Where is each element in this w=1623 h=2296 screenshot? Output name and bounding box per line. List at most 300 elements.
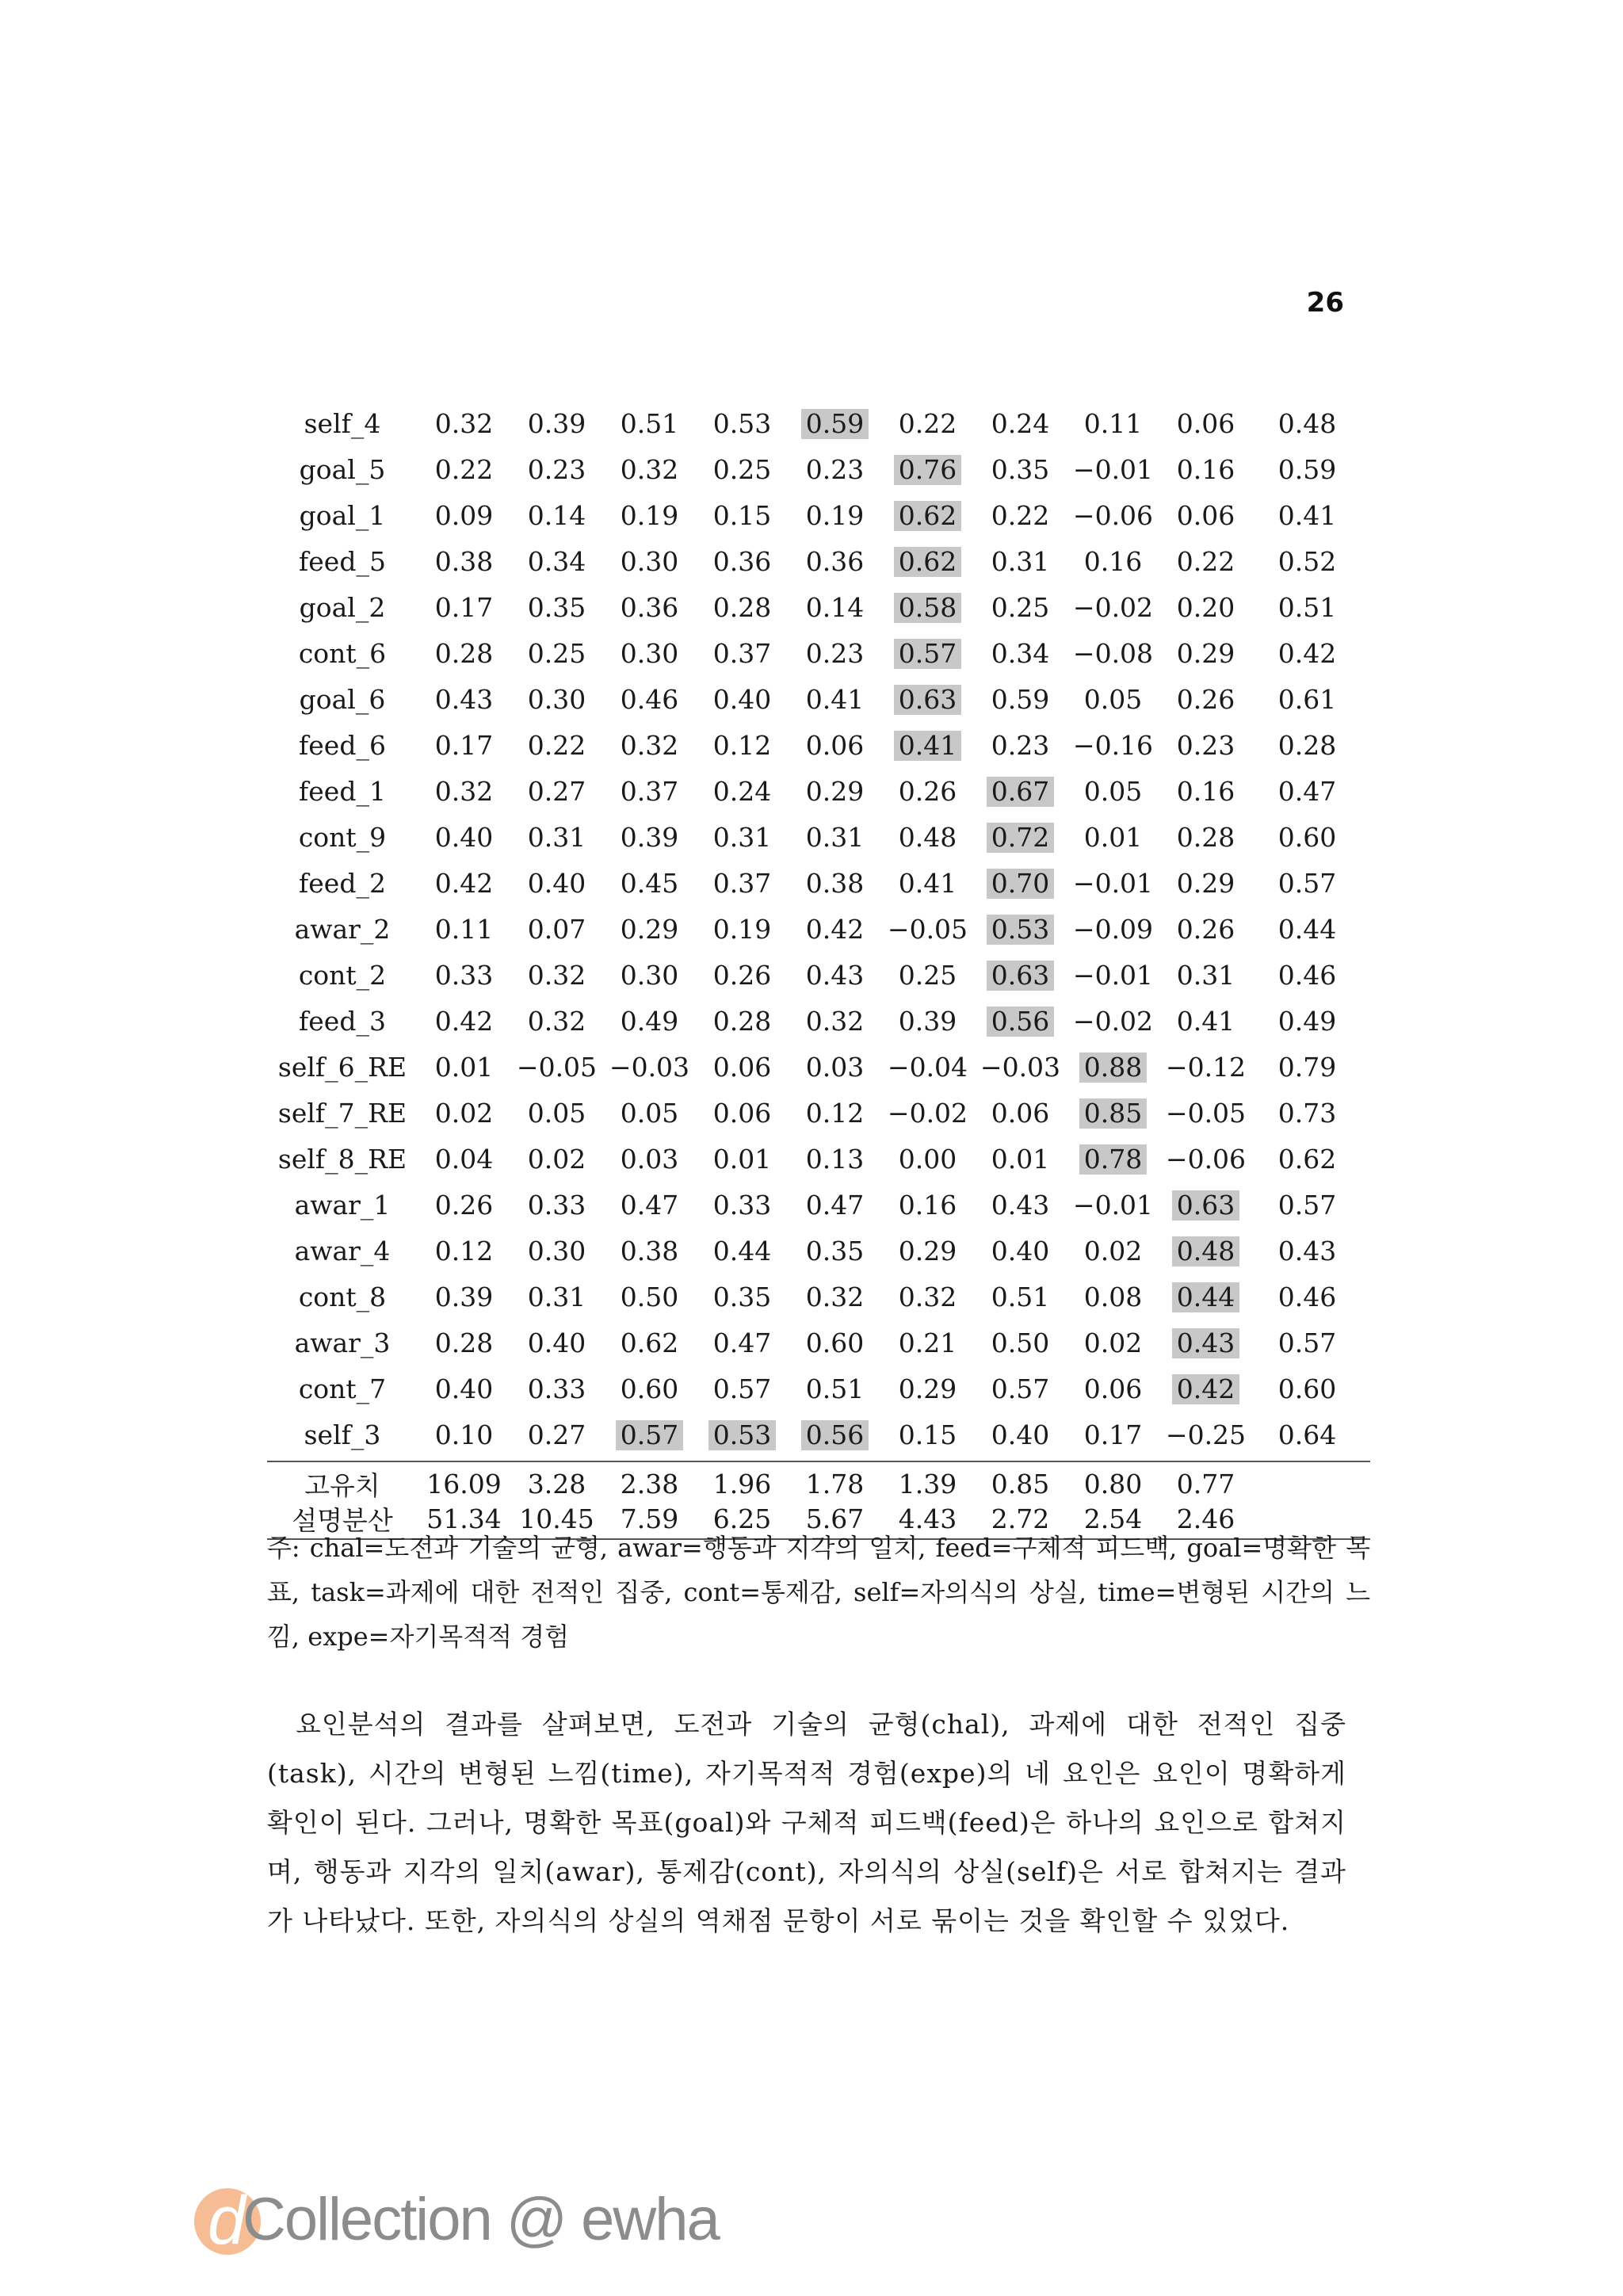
table-cell — [881, 500, 974, 531]
row-label: goal_1 — [299, 499, 386, 531]
row-label: 고유치 — [304, 1470, 380, 1501]
table-cell — [696, 1052, 789, 1083]
cell-value: 0.51 — [991, 1281, 1050, 1312]
table-cell — [696, 1006, 789, 1037]
table-cell — [974, 638, 1067, 669]
cell-value: 0.57 — [616, 1420, 683, 1450]
cell-value: 0.43 — [1277, 1235, 1337, 1266]
cell-value: 0.16 — [898, 1189, 957, 1221]
table-cell — [1159, 1052, 1252, 1083]
table-cell — [603, 1469, 696, 1499]
cell-value: 16.09 — [426, 1469, 502, 1499]
cell-value: 0.47 — [805, 1189, 865, 1221]
cell-value: 0.31 — [712, 821, 772, 853]
row-label: awar_3 — [294, 1327, 391, 1358]
table-cell — [881, 1052, 974, 1083]
cell-value: 0.35 — [527, 591, 586, 623]
table-cell — [603, 684, 696, 715]
cell-value: 0.13 — [805, 1143, 865, 1175]
table-cell — [1159, 1144, 1252, 1175]
cell-value: 0.32 — [898, 1281, 957, 1312]
table-cell — [1067, 454, 1159, 485]
cell-value: 0.02 — [1083, 1327, 1143, 1358]
cell-value: 0.24 — [712, 775, 772, 807]
table-cell — [603, 1419, 696, 1450]
table-cell — [603, 408, 696, 439]
cell-value: 0.19 — [805, 499, 865, 531]
cell-value: 0.47 — [620, 1189, 679, 1221]
cell-value: 0.30 — [620, 545, 679, 577]
table-cell — [1252, 1328, 1362, 1358]
cell-value: 0.12 — [712, 729, 772, 761]
table-cell — [1067, 914, 1159, 945]
cell-value: 0.11 — [1083, 407, 1143, 439]
cell-value: 0.31 — [1176, 959, 1235, 991]
table-cell — [789, 776, 881, 807]
cell-value: 0.32 — [805, 1281, 865, 1312]
table-cell — [510, 730, 603, 761]
table-cell — [1159, 1236, 1252, 1266]
table-cell — [1067, 1052, 1159, 1083]
cell-value: 0.12 — [805, 1097, 865, 1129]
table-cell — [881, 1469, 974, 1499]
table-cell — [510, 1190, 603, 1221]
cell-value: 0.32 — [620, 729, 679, 761]
table-cell — [418, 684, 510, 715]
table-cell — [789, 960, 881, 991]
cell-value: 0.22 — [434, 453, 494, 485]
row-label: self_3 — [304, 1419, 381, 1450]
cell-value: 0.04 — [434, 1143, 494, 1175]
table-row — [267, 768, 1370, 814]
table-cell — [1159, 730, 1252, 761]
table-cell — [510, 638, 603, 669]
table-cell — [789, 408, 881, 439]
cell-value: 7.59 — [620, 1503, 679, 1534]
cell-value: 0.43 — [1172, 1328, 1239, 1358]
cell-value: 0.30 — [620, 637, 679, 669]
cell-value: 0.40 — [712, 683, 772, 715]
table-cell — [418, 408, 510, 439]
cell-value: 0.53 — [987, 915, 1054, 945]
table-cell — [881, 914, 974, 945]
table-cell — [974, 960, 1067, 991]
cell-value: 0.38 — [434, 545, 494, 577]
cell-value: 0.17 — [434, 729, 494, 761]
cell-value: 0.31 — [527, 1281, 586, 1312]
cell-value: 0.42 — [805, 913, 865, 945]
table-cell — [881, 1006, 974, 1037]
row-label: awar_4 — [294, 1235, 391, 1266]
table-row — [267, 676, 1370, 722]
table-cell — [510, 1328, 603, 1358]
cell-value: 0.31 — [991, 545, 1050, 577]
table-cell — [603, 730, 696, 761]
table-row — [267, 1090, 1370, 1136]
table-cell — [1067, 868, 1159, 899]
table-cell — [1252, 1282, 1362, 1312]
cell-value: 1.78 — [805, 1469, 865, 1499]
table-row — [267, 1412, 1370, 1457]
table-cell — [974, 500, 1067, 531]
table-cell — [1252, 1469, 1362, 1499]
table-cell — [789, 1006, 881, 1037]
cell-value: 0.79 — [1277, 1051, 1337, 1083]
cell-value: 0.34 — [527, 545, 586, 577]
table-cell — [1159, 776, 1252, 807]
cell-value: 0.29 — [1176, 637, 1235, 669]
table-cell — [1159, 1006, 1252, 1037]
table-cell — [603, 592, 696, 623]
table-cell — [974, 868, 1067, 899]
table-cell — [1252, 1190, 1362, 1221]
table-cell — [603, 1006, 696, 1037]
cell-value: 0.42 — [434, 867, 494, 899]
cell-value: 0.34 — [991, 637, 1050, 669]
cell-value: 0.61 — [1277, 683, 1337, 715]
cell-value: 1.39 — [898, 1469, 957, 1499]
table-cell — [974, 1144, 1067, 1175]
table-cell — [1159, 454, 1252, 485]
table-cell — [1159, 638, 1252, 669]
table-cell — [974, 1282, 1067, 1312]
cell-value: −0.16 — [1072, 729, 1154, 761]
cell-value: 5.67 — [805, 1503, 865, 1534]
cell-value: 0.22 — [991, 499, 1050, 531]
table-cell — [1252, 1373, 1362, 1404]
table-cell — [1252, 1419, 1362, 1450]
table-cell — [1067, 1282, 1159, 1312]
cell-value: −0.01 — [1072, 959, 1154, 991]
cell-value: 0.49 — [620, 1005, 679, 1037]
cell-value: 0.17 — [434, 591, 494, 623]
table-cell — [510, 1419, 603, 1450]
cell-value: 0.62 — [894, 547, 961, 577]
table-cell — [1067, 1328, 1159, 1358]
table-cell — [696, 638, 789, 669]
table-cell — [974, 454, 1067, 485]
table-cell — [1067, 776, 1159, 807]
cell-value: 0.36 — [620, 591, 679, 623]
cell-value: 0.35 — [991, 453, 1050, 485]
table-cell — [1252, 776, 1362, 807]
table-cell — [974, 1419, 1067, 1450]
table-cell — [603, 1236, 696, 1266]
cell-value: 0.14 — [805, 591, 865, 623]
table-cell — [418, 730, 510, 761]
cell-value: 0.36 — [712, 545, 772, 577]
cell-value: 0.29 — [620, 913, 679, 945]
row-label: feed_1 — [299, 775, 386, 807]
table-row — [267, 1228, 1370, 1274]
table-cell — [881, 1373, 974, 1404]
table-cell — [789, 1144, 881, 1175]
cell-value: 0.10 — [434, 1419, 494, 1450]
cell-value: 0.53 — [712, 407, 772, 439]
cell-value: −0.06 — [1072, 499, 1154, 531]
table-cell — [1252, 684, 1362, 715]
cell-value: 0.19 — [620, 499, 679, 531]
cell-value: 0.88 — [1079, 1052, 1147, 1083]
table-cell — [603, 868, 696, 899]
cell-value: 0.41 — [1277, 499, 1337, 531]
cell-value: 0.29 — [1176, 867, 1235, 899]
cell-value: 0.45 — [620, 867, 679, 899]
cell-value: 0.29 — [898, 1235, 957, 1266]
table-row — [267, 1465, 1370, 1500]
table-cell — [696, 914, 789, 945]
cell-value: 0.22 — [898, 407, 957, 439]
table-cell — [881, 1144, 974, 1175]
table-cell — [789, 684, 881, 715]
table-cell — [696, 500, 789, 531]
cell-value: 0.52 — [1277, 545, 1337, 577]
cell-value: −0.12 — [1165, 1051, 1247, 1083]
cell-value: 0.19 — [712, 913, 772, 945]
table-cell — [418, 868, 510, 899]
table-cell — [789, 1190, 881, 1221]
cell-value: 0.30 — [527, 683, 586, 715]
cell-value: 0.48 — [898, 821, 957, 853]
table-cell — [881, 408, 974, 439]
cell-value: 0.23 — [805, 637, 865, 669]
table-cell — [418, 592, 510, 623]
cell-value: 0.32 — [620, 453, 679, 485]
table-cell — [789, 730, 881, 761]
cell-value: 0.21 — [898, 1327, 957, 1358]
cell-value: 0.59 — [801, 409, 869, 439]
table-cell — [603, 1282, 696, 1312]
table-cell — [510, 1373, 603, 1404]
table-cell — [789, 638, 881, 669]
cell-value: −0.08 — [1072, 637, 1154, 669]
table-cell — [696, 1282, 789, 1312]
table-cell — [789, 1373, 881, 1404]
cell-value: 0.70 — [987, 869, 1054, 899]
table-cell — [510, 776, 603, 807]
table-row — [267, 1366, 1370, 1412]
cell-value: 0.16 — [1083, 545, 1143, 577]
cell-value: 0.42 — [434, 1005, 494, 1037]
table-cell — [1159, 1373, 1252, 1404]
cell-value: 0.46 — [1277, 959, 1337, 991]
table-cell — [1159, 822, 1252, 853]
cell-value: 0.62 — [620, 1327, 679, 1358]
table-cell — [1159, 500, 1252, 531]
cell-value: 1.96 — [712, 1469, 772, 1499]
table-row — [267, 906, 1370, 952]
table-cell — [1067, 730, 1159, 761]
table-cell — [881, 960, 974, 991]
cell-value: 0.08 — [1083, 1281, 1143, 1312]
table-row — [267, 1320, 1370, 1366]
cell-value: 0.73 — [1277, 1097, 1337, 1129]
cell-value: 0.72 — [987, 823, 1054, 853]
table-cell — [1252, 500, 1362, 531]
cell-value: 0.85 — [991, 1469, 1050, 1499]
table-cell — [789, 1419, 881, 1450]
cell-value: 0.01 — [991, 1143, 1050, 1175]
table-cell — [696, 822, 789, 853]
table-cell — [789, 546, 881, 577]
cell-value: 0.37 — [620, 775, 679, 807]
table-cell — [418, 1373, 510, 1404]
cell-value: 0.40 — [434, 821, 494, 853]
cell-value: 0.76 — [894, 455, 961, 485]
table-cell — [418, 960, 510, 991]
cell-value: 0.57 — [712, 1373, 772, 1404]
cell-value: 0.00 — [898, 1143, 957, 1175]
row-label: cont_8 — [298, 1281, 387, 1312]
table-cell — [510, 454, 603, 485]
cell-value: 0.06 — [991, 1097, 1050, 1129]
table-cell — [881, 546, 974, 577]
cell-value: −0.01 — [1072, 1189, 1154, 1221]
cell-value: 0.06 — [805, 729, 865, 761]
table-cell — [974, 730, 1067, 761]
cell-value: −0.09 — [1072, 913, 1154, 945]
cell-value: 0.30 — [527, 1235, 586, 1266]
table-cell — [974, 1006, 1067, 1037]
table-row — [267, 492, 1370, 538]
table-cell — [1252, 592, 1362, 623]
cell-value: 0.28 — [1277, 729, 1337, 761]
page-number: 26 — [1306, 287, 1344, 319]
cell-value: 0.57 — [1277, 867, 1337, 899]
cell-value: 0.26 — [434, 1189, 494, 1221]
cell-value: −0.05 — [887, 913, 968, 945]
cell-value: 0.28 — [434, 1327, 494, 1358]
table-cell — [418, 1469, 510, 1499]
table-cell — [510, 546, 603, 577]
table-cell — [510, 1052, 603, 1083]
cell-value: 0.26 — [898, 775, 957, 807]
table-cell — [696, 1098, 789, 1129]
row-label: goal_2 — [299, 591, 386, 623]
cell-value: 0.40 — [527, 1327, 586, 1358]
cell-value: 0.32 — [805, 1005, 865, 1037]
table-cell — [881, 822, 974, 853]
cell-value: 0.24 — [991, 407, 1050, 439]
cell-value: 0.60 — [620, 1373, 679, 1404]
cell-value: 0.27 — [527, 775, 586, 807]
table-cell — [789, 592, 881, 623]
cell-value: 0.05 — [527, 1097, 586, 1129]
cell-value: 0.56 — [801, 1420, 869, 1450]
cell-value: 0.26 — [1176, 683, 1235, 715]
cell-value: 0.38 — [805, 867, 865, 899]
table-cell — [974, 1236, 1067, 1266]
table-cell — [510, 684, 603, 715]
cell-value: 0.41 — [898, 867, 957, 899]
cell-value: 0.28 — [434, 637, 494, 669]
cell-value: 0.46 — [1277, 1281, 1337, 1312]
table-cell — [789, 500, 881, 531]
table-cell — [789, 1236, 881, 1266]
cell-value: 0.05 — [1083, 775, 1143, 807]
cell-value: 2.54 — [1083, 1503, 1143, 1534]
cell-value: 0.39 — [620, 821, 679, 853]
table-row — [267, 446, 1370, 492]
table-cell — [696, 868, 789, 899]
cell-value: −0.05 — [1165, 1097, 1247, 1129]
table-cell — [1067, 1419, 1159, 1450]
cell-value: 0.47 — [1277, 775, 1337, 807]
cell-value: 0.17 — [1083, 1419, 1143, 1450]
cell-value: 0.33 — [527, 1373, 586, 1404]
table-cell — [881, 730, 974, 761]
cell-value: 0.02 — [434, 1097, 494, 1129]
table-cell — [696, 408, 789, 439]
cell-value: 0.77 — [1176, 1469, 1235, 1499]
table-cell — [881, 454, 974, 485]
table-cell — [881, 1236, 974, 1266]
table-cell — [418, 822, 510, 853]
table-cell — [418, 1098, 510, 1129]
cell-value: 0.46 — [620, 683, 679, 715]
cell-value: 0.22 — [527, 729, 586, 761]
table-cell — [1252, 960, 1362, 991]
table-cell — [974, 1328, 1067, 1358]
table-row — [267, 860, 1370, 906]
table-cell — [510, 822, 603, 853]
table-cell — [1252, 546, 1362, 577]
table-cell — [881, 1282, 974, 1312]
table-cell — [418, 454, 510, 485]
row-label: cont_2 — [298, 959, 387, 991]
cell-value: 0.40 — [527, 867, 586, 899]
table-cell — [603, 546, 696, 577]
table-cell — [696, 454, 789, 485]
cell-value: 0.42 — [1172, 1374, 1239, 1404]
cell-value: 0.32 — [527, 959, 586, 991]
table-cell — [974, 1190, 1067, 1221]
row-label: goal_6 — [299, 683, 386, 715]
cell-value: 0.01 — [712, 1143, 772, 1175]
table-cell — [696, 1419, 789, 1450]
cell-value: 0.60 — [1277, 821, 1337, 853]
cell-value: 0.40 — [991, 1419, 1050, 1450]
cell-value: 0.85 — [1079, 1098, 1147, 1129]
cell-value: 0.56 — [987, 1007, 1054, 1037]
table-cell — [1067, 638, 1159, 669]
table-cell — [418, 1006, 510, 1037]
cell-value: 0.58 — [894, 593, 961, 623]
cell-value: 0.31 — [805, 821, 865, 853]
cell-value: −0.03 — [609, 1051, 690, 1083]
cell-value: 4.43 — [898, 1503, 957, 1534]
table-body — [267, 400, 1370, 1457]
cell-value: 0.03 — [805, 1051, 865, 1083]
cell-value: 0.02 — [527, 1143, 586, 1175]
cell-value: −0.04 — [887, 1051, 968, 1083]
table-cell — [510, 1144, 603, 1175]
cell-value: 0.32 — [434, 775, 494, 807]
table-note: 주: chal=도전과 기술의 균형, awar=행동과 지각의 일치, feed=구체적 피드백, goal=명확한 목표, task=과제에 대한 전적인 집중, cont=통제감, self=자의식의 상실, time=변형된 시간의 느낌, expe=자기목적적 경험 — [267, 1533, 1370, 1652]
row-label: self_4 — [304, 407, 381, 439]
cell-value: 0.80 — [1083, 1469, 1143, 1499]
cell-value: 0.06 — [712, 1097, 772, 1129]
table-cell — [1159, 868, 1252, 899]
table-cell — [881, 684, 974, 715]
table-cell — [1159, 914, 1252, 945]
table-cell — [1252, 730, 1362, 761]
row-label: cont_7 — [298, 1373, 387, 1404]
table-cell — [696, 684, 789, 715]
table-cell — [1159, 1469, 1252, 1499]
cell-value: 3.28 — [527, 1469, 586, 1499]
cell-value: −0.02 — [1072, 1005, 1154, 1037]
